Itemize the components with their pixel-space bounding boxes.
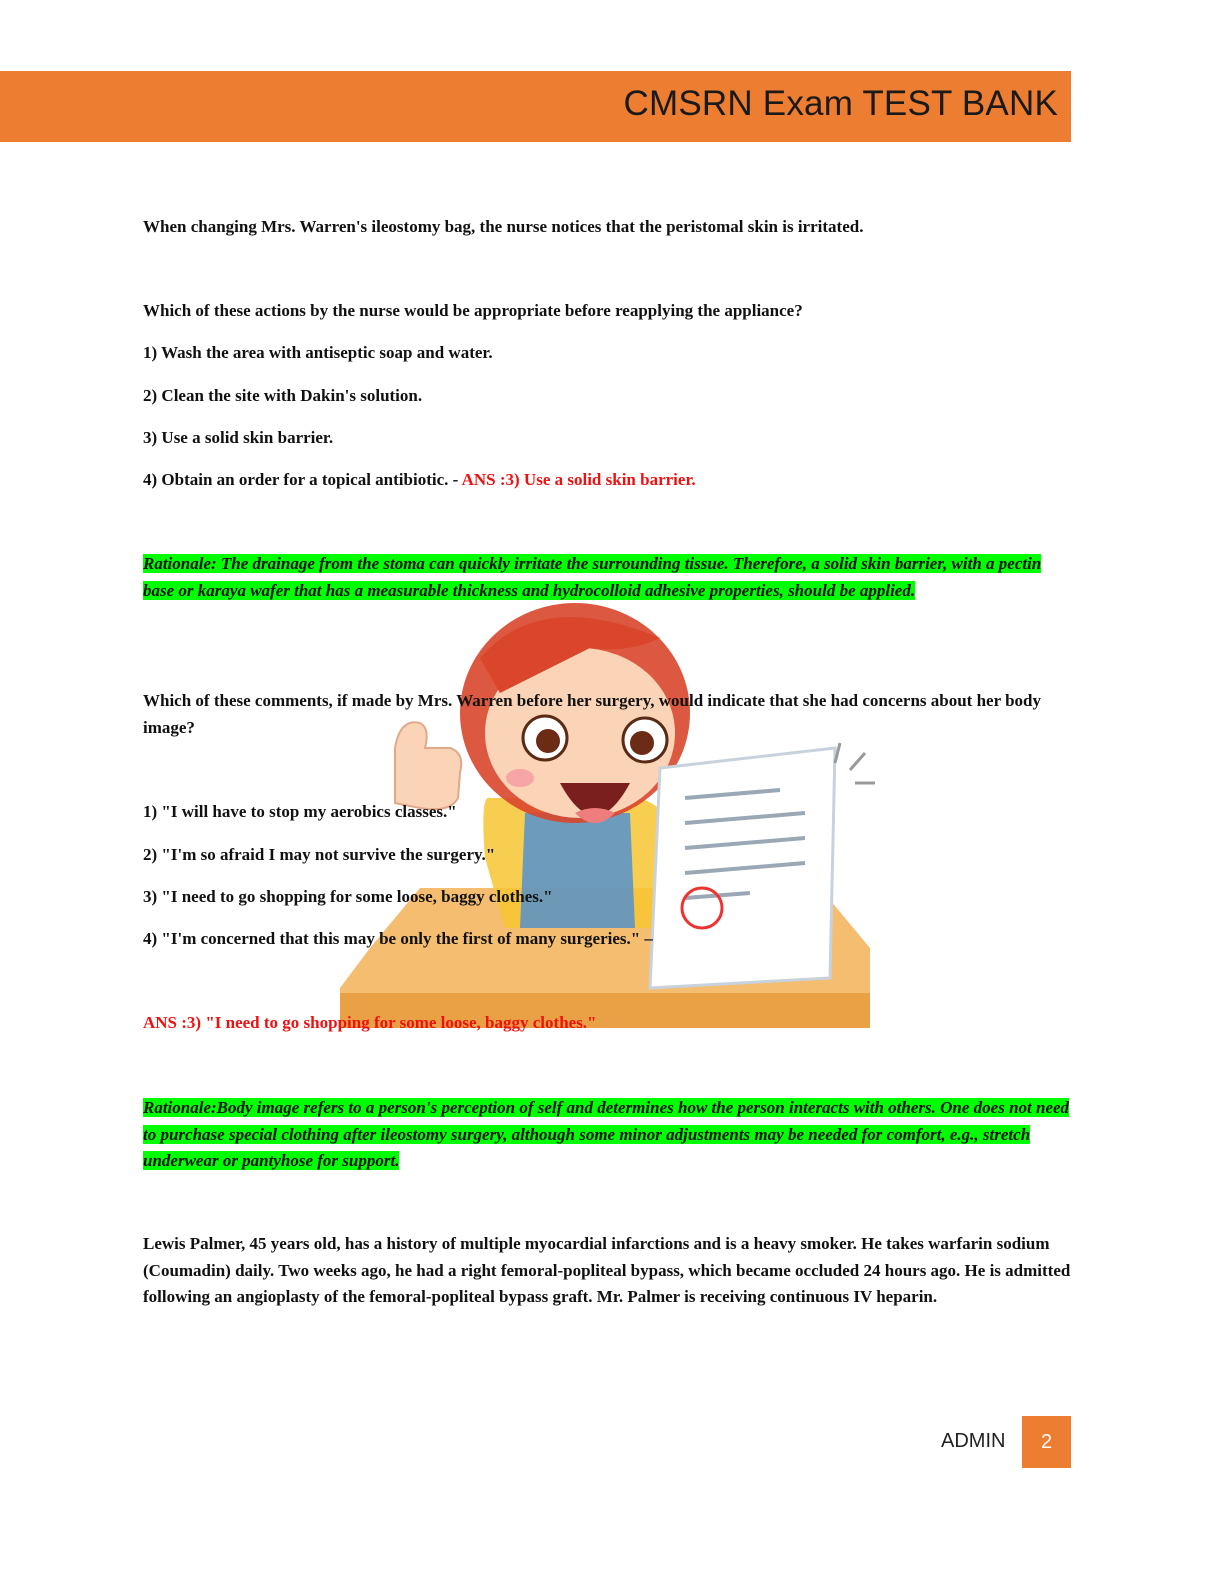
page-number: 2 [1022,1416,1071,1468]
q2-rationale: Rationale:Body image refers to a person's perception of self and determines how the person interacts with others. One does not need to purchase special clothing after ileostomy surgery, although some minor adjustments may be needed for comfort, e.g., stretch underwear or pantyhose for support. [143,1098,1070,1170]
header-bar [0,71,1071,142]
q2-option-2: 2) "I'm so afraid I may not survive the surgery." [143,845,496,864]
q1-answer: ANS :3) Use a solid skin barrier. [461,470,696,489]
q2-answer: ANS :3) "I need to go shopping for some loose, baggy clothes." [143,1013,597,1032]
q1-option-3: 3) Use a solid skin barrier. [143,428,334,447]
q1-option-2: 2) Clean the site with Dakin's solution. [143,386,423,405]
q2-option-4: 4) "I'm concerned that this may be only the first of many surgeries." – [143,929,653,948]
q2-question: Which of these comments, if made by Mrs. Warren before her surgery, would indicate that she had concerns about her body image? [143,691,1041,737]
q1-stem: When changing Mrs. Warren's ileostomy bag, the nurse notices that the peristomal skin is irritated. [143,217,864,236]
q1-question: Which of these actions by the nurse would be appropriate before reapplying the appliance? [143,301,803,320]
q2-option-1: 1) "I will have to stop my aerobics classes." [143,802,457,821]
q1-rationale: Rationale: The drainage from the stoma can quickly irritate the surrounding tissue. Therefore, a solid skin barrier, with a pectin base or karaya wafer that has a measurable thickness and hydrocolloid adhesive properties, should be applied. [143,554,1042,600]
document-title: CMSRN Exam TEST BANK [623,84,1058,123]
q1-option-1: 1) Wash the area with antiseptic soap and water. [143,343,493,362]
q3-stem: Lewis Palmer, 45 years old, has a history of multiple myocardial infarctions and is a heavy smoker. He takes warfarin sodium (Coumadin) daily. Two weeks ago, he had a right femoral-popliteal bypass, which became occluded 24 hours ago. He is admitted following an angioplasty of the femoral-popliteal bypass graft. Mr. Palmer is receiving continuous IV heparin. [143,1234,1071,1306]
q2-option-3: 3) "I need to go shopping for some loose, baggy clothes." [143,887,553,906]
footer-label: ADMIN [941,1430,1006,1452]
q1-option-4: 4) Obtain an order for a topical antibiotic. - ANS :3) Use a solid skin barrier. [143,470,696,489]
